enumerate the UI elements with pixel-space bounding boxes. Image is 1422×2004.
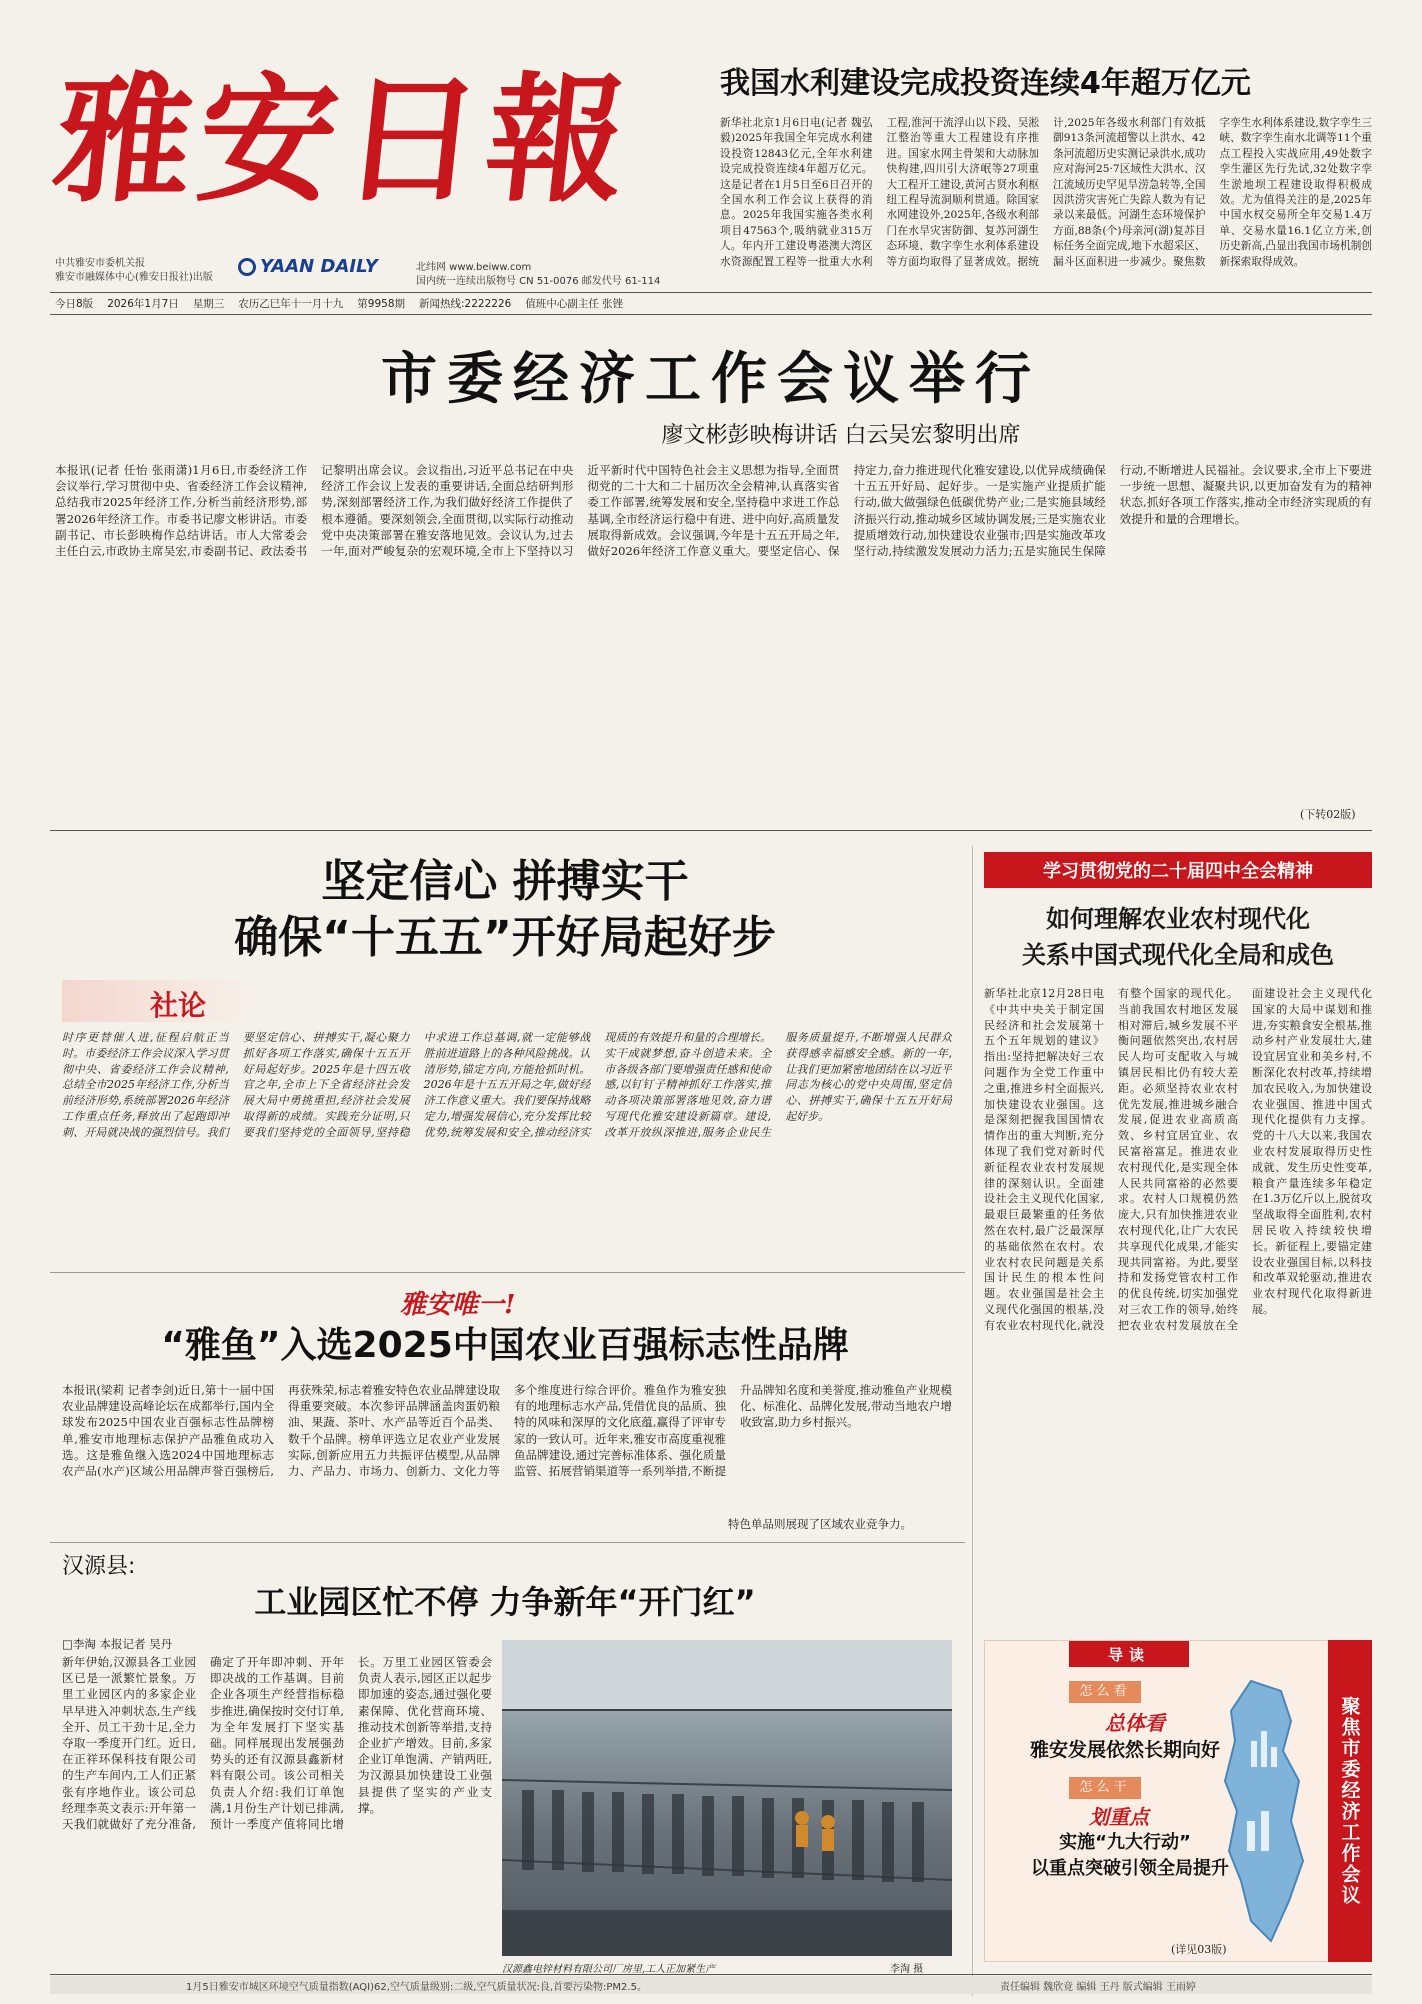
masthead-org-line1: 中共雅安市委机关报 [55,258,145,269]
main-story-continued[interactable]: (下转02版) [1300,808,1356,821]
guide-headline-1[interactable]: 雅安发展依然长期向好 [1029,1739,1220,1761]
brand-title: “雅鱼”入选2025中国农业百强标志性品牌 [161,1325,849,1366]
website-line[interactable]: 北纬网 www.beiww.com [416,262,532,273]
hanyuan-county: 汉源县: [62,1554,136,1579]
guide-headline-2-line1[interactable]: 实施“九大行动” [1059,1832,1191,1853]
masthead-org-line2: 雅安市融媒体中心(雅安日报社)出版 [55,272,213,283]
masthead-title: 雅安日報 [46,58,640,221]
brand-kicker: 雅安唯一! [400,1290,516,1320]
lunar-date: 农历乙巳年十一月十九 [238,298,344,310]
air-quality-text: 1月5日雅安市城区环境空气质量指数(AQI)62,空气质量级别:二级,空气质量状况:良,首要污染物:PM2.5。 [186,1982,647,1993]
issue-number: 第9958期 [357,298,406,310]
masthead-logo [46,50,685,240]
editorial-title-line1: 坚定信心 拼搏实干 [321,856,689,907]
study-body: 新华社北京12月28日电《中共中央关于制定国民经济和社会发展第十五个五年规划的建议》指出:坚持把解决好三农问题作为全党工作重中之重,推进乡村全面振兴,加快建设农业强国。这是深刻把握我国国情农情作出的重大判断,充分体现了我们党对新时代新征程农业农村发展规律的深刻认识。全面建设社会主义现代化国家,最艰巨最繁重的任务依然在农村,最广泛最深厚的基础依然在农村。农业农村农民问题是关系国计民生的根本性问题。农业强国是社会主义现代化强国的根基,没有农业农村现代化,就没有整个国家的现代化。当前我国农村地区发展相对滞后,城乡发展不平衡问题依然突出,农村居民人均可支配收入与城镇居民相比仍有较大差距。必须坚持农业农村优先发展,推进城乡融合发展,促进农业高质高效、乡村宜居宜业、农民富裕富足。推进农业农村现代化,是实现全体人民共同富裕的必然要求。农村人口规模仍然庞大,只有加快推进农业农村现代化,让广大农民共享现代化成果,才能实现共同富裕。为此,要坚持和发扬党管农村工作的优良传统,切实加强党对三农工作的领导,始终把农业农村发展放在全面建设社会主义现代化国家的大局中谋划和推进,夯实粮食安全根基,推动乡村产业发展壮大,建设宜居宜业和美乡村,不断深化农村改革,持续增加农民收入,为加快建设农业强国、推进中国式现代化提供有力支撑。党的十八大以来,我国农业农村发展取得历史性成就、发生历史性变革,粮食产量连续多年稳定在1.3万亿斤以上,脱贫攻坚战取得全面胜利,农村居民收入持续较快增长。新征程上,要锚定建设农业强国目标,以科技和改革双轮驱动,推进农业农村现代化取得新进展。 [984,987,1372,1332]
main-subtitle: 廖文彬彭映梅讲话 白云吴宏黎明出席 [661,423,1021,448]
hanyuan-byline: □李淘 本报记者 吴丹 [62,1637,173,1651]
hanyuan-photo-credit: 李淘 摄 [890,1964,924,1975]
brand-body: 本报讯(梁莉 记者李剑)近日,第十一届中国农业品牌建设高峰论坛在成都举行,国内全球发布2025中国农业百强标志性品牌榜单,雅安市地理标志保护产品雅鱼成功入选。这是雅鱼继入选2024中国地理标志农产品(水产)区域公用品牌声誉百强榜后,再获殊荣,标志着雅安特色农业品牌建设取得重要突破。本次参评品牌涵盖肉蛋奶粮油、果蔬、茶叶、水产品等近百个品类、数千个品牌。榜单评选立足农业产业发展实际,创新应用五力共振评估模型,从品牌力、产品力、市场力、创新力、文化力等多个维度进行综合评价。雅鱼作为雅安独有的地理标志水产品,凭借优良的品质、独特的风味和深厚的文化底蕴,赢得了评审专家的一致认可。近年来,雅安市高度重视雅鱼品牌建设,通过完善标准体系、强化质量监管、拓展营销渠道等一系列举措,不断提升品牌知名度和美誉度,推动雅鱼产业规模化、标准化、品牌化发展,带动当地农户增收致富,助力乡村振兴。 [62,1383,952,1479]
main-story-body: 本报讯(记者 任怡 张雨潇)1月6日,市委经济工作会议举行,学习贯彻中央、省委经济工作会议精神,总结我市2025年经济工作,分析当前经济形势,部署2026年经济工作。市委书记廖文彬讲话。市委副书记、市长彭映梅作总结讲话。市人大常委会主任白云,市政协主席吴宏,市委副书记、政法委书记黎明出席会议。会议指出,习近平总书记在中央经济工作会议上发表的重要讲话,全面总结研判形势,深刻部署经济工作,为我们做好经济工作提供了根本遵循。要深刻领会,全面贯彻,以实际行动推动党中央决策部署在雅安落地见效。会议认为,过去一年,面对严峻复杂的宏观环境,全市上下坚持以习近平新时代中国特色社会主义思想为指导,全面贯彻党的二十大和二十届历次全会精神,认真落实省委工作部署,统筹发展和安全,坚持稳中求进工作总基调,全市经济运行稳中有进、进中向好,高质量发展取得新成效。会议强调,今年是十五五开局之年,做好2026年经济工作意义重大。要坚定信心、保持定力,奋力推进现代化雅安建设,以优异成绩确保十五五开好局、起好步。一是实施产业提质扩能行动,做大做强绿色低碳优势产业;二是实施县域经济振兴行动,推动城乡区域协调发展;三是实施农业提质增效行动,加快建设农业强市;四是实施改革攻坚行动,持续激发发展动力活力;五是实施民生保障行动,不断增进人民福祉。会议要求,全市上下要进一步统一思想、凝聚共识,以更加奋发有为的精神状态,抓好各项工作落实,推动全市经济实现质的有效提升和量的合理增长。 [55,463,1372,559]
issue-pages: 今日8版 [55,298,94,310]
hanyuan-title: 工业园区忙不停 力争新年“开门红” [254,1583,756,1621]
guide-label-1: 怎么看 [1069,1681,1141,1703]
issn-line: 国内统一连续出版物号 CN 51-0076 邮发代号 61-114 [416,276,661,287]
issue-date: 2026年1月7日 [107,298,179,310]
guide-box[interactable] [984,1640,1372,1962]
hanyuan-body: 新年伊始,汉源县各工业园区已是一派繁忙景象。万里工业园区内的多家企业早早进入冲刺状态,生产线全开、员工干劲十足,全力夺取一季度开门红。近日,在正祥环保科技有限公司的生产车间内,工人们正紧张有序地作业。该公司总经理李英文表示:开年第一天我们就做好了充分准备,确定了开年即冲刺、开年即决战的工作基调。目前企业各项生产经营指标稳步推进,确保按时交付订单,为全年发展打下坚实基础。同样展现出发展强劲势头的还有汉源县鑫新材料有限公司。该公司相关负责人介绍:我们订单饱满,1月份生产计划已排满,预计一季度产值将同比增长。万里工业园区管委会负责人表示,园区正以起步即加速的姿态,通过强化要素保障、优化营商环境、推动技术创新等举措,支持企业扩产增效。目前,多家企业订单饱满、产销两旺,为汉源县加快建设工业强县提供了坚实的产业支撑。 [62,1655,492,1832]
globe-icon [238,258,256,276]
hanyuan-photo-caption: 汉源鑫电锌材料有限公司厂房里,工人正加紧生产 [502,1964,716,1975]
top-story-title: 我国水利建设完成投资连续4年超万亿元 [720,66,1251,101]
top-story-body: 新华社北京1月6日电(记者 魏弘毅)2025年我国全年完成水利建设投资12843亿元,全年水利建设完成投资连续4年超万亿元。这是记者在1月5日至6日召开的全国水利工作会议上获得的消息。2025年我国实施各类水利项目47563个,吸纳就业315万人。年内开工建设粤港澳大湾区水资源配置工程等一批重大水利工程,淮河干流浮山以下段、吴淞江整治等重大工程建设有序推进。国家水网主骨架和大动脉加快构建,四川引大济岷等27项重大工程开工建设,黄河古贤水利枢纽工程导流洞顺利贯通。除国家水网建设外,2025年,各级水利部门在水旱灾害防御、复苏河湖生态环境、数字孪生水利体系建设等方面均取得了显著成效。据统计,2025年各级水利部门有效抵御913条河流超警以上洪水、42条河流超历史实测记录洪水,成功应对海河25·7区域性大洪水、汉江流域历史罕见旱涝急转等,全国因洪涝灾害死亡失踪人数为有记录以来最低。河湖生态环境保护方面,88条(个)母亲河(湖)复苏目标任务全面完成,地下水超采区、漏斗区面积进一步减少。聚焦数字孪生水利体系建设,数字孪生三峡、数字孪生南水北调等11个重点工程投入实战应用,49处数字孪生灌区先行先试,32处数字孪生淤地坝工程建设取得积极成效。尤为值得关注的是,2025年中国水权交易所全年交易1.4万单、交易水量16.1亿立方米,创历史新高,凸显出我国市场机制创新探索取得成效。 [720,117,1372,268]
footer-editors: 责任编辑 魏欣竟 编辑 王丹 版式编辑 王雨婷 [1000,1982,1196,1993]
city-map-icon [1211,1671,1321,1951]
guide-script-2: 划重点 [1089,1805,1149,1829]
guide-more[interactable]: (详见03版) [1171,1943,1227,1956]
news-hotline: 新闻热线:2222226 [419,298,512,310]
study-banner: 学习贯彻党的二十届四中全会精神 [984,852,1372,888]
study-title-line2: 关系中国式现代化全局和成色 [1022,941,1334,969]
editorial-label: 社论 [62,980,262,1022]
guide-header: 导读 [1069,1641,1189,1667]
yaan-daily-english: YAAN DAILY [238,256,378,277]
editorial-title-line2: 确保“十五五”开好局起好步 [234,912,776,963]
info-bar [55,296,715,311]
guide-headline-2-line2[interactable]: 以重点突破引领全局提升 [1031,1858,1229,1879]
hanyuan-photo[interactable] [502,1640,952,1956]
issue-weekday: 星期三 [192,298,225,310]
guide-label-2: 怎么干 [1069,1777,1141,1799]
editorial-body: 时序更替催人进,征程启航正当时。市委经济工作会议深入学习贯彻中央、省委经济工作会议精神,总结全市2025年经济工作,分析当前经济形势,系统部署2026年经济工作重点任务,释放出了起跑即冲刺、开局就决战的强烈信号。我们要坚定信心、拼搏实干,凝心聚力抓好各项工作落实,确保十五五开好局起好步。2025年是十四五收官之年,全市上下全省经济社会发展大局中勇挑重担,经济社会发展取得新的成绩。实践充分证明,只要我们坚持党的全面领导,坚持稳中求进工作总基调,就一定能够战胜前进道路上的各种风险挑战。认清形势,锚定方向,方能抢抓时机。2026年是十五五开局之年,做好经济工作意义重大。我们要保持战略定力,增强发展信心,充分发挥比较优势,统筹发展和安全,推动经济实现质的有效提升和量的合理增长。实干成就梦想,奋斗创造未来。全市各级各部门要增强责任感和使命感,以钉钉子精神抓好工作落实,推动各项决策部署落地见效,奋力谱写现代化雅安建设新篇章。建设,改革开放纵深推进,服务企业民生服务质量提升,不断增强人民群众获得感幸福感安全感。新的一年,让我们更加紧密地团结在以习近平同志为核心的党中央周围,坚定信心、拼搏实干,确保十五五开好局起好步。 [62,1031,952,1139]
duty-editor: 值班中心副主任 张锉 [525,298,624,310]
guide-script-1: 总体看 [1105,1711,1165,1735]
guide-vertical-banner: 聚焦市委经济工作会议 [1328,1640,1372,1962]
main-headline: 市委经济工作会议举行 [381,347,1041,412]
brand-tail: 特色单品则展现了区域农业竞争力。 [728,1517,912,1531]
study-title-line1: 如何理解农业农村现代化 [1046,905,1310,933]
